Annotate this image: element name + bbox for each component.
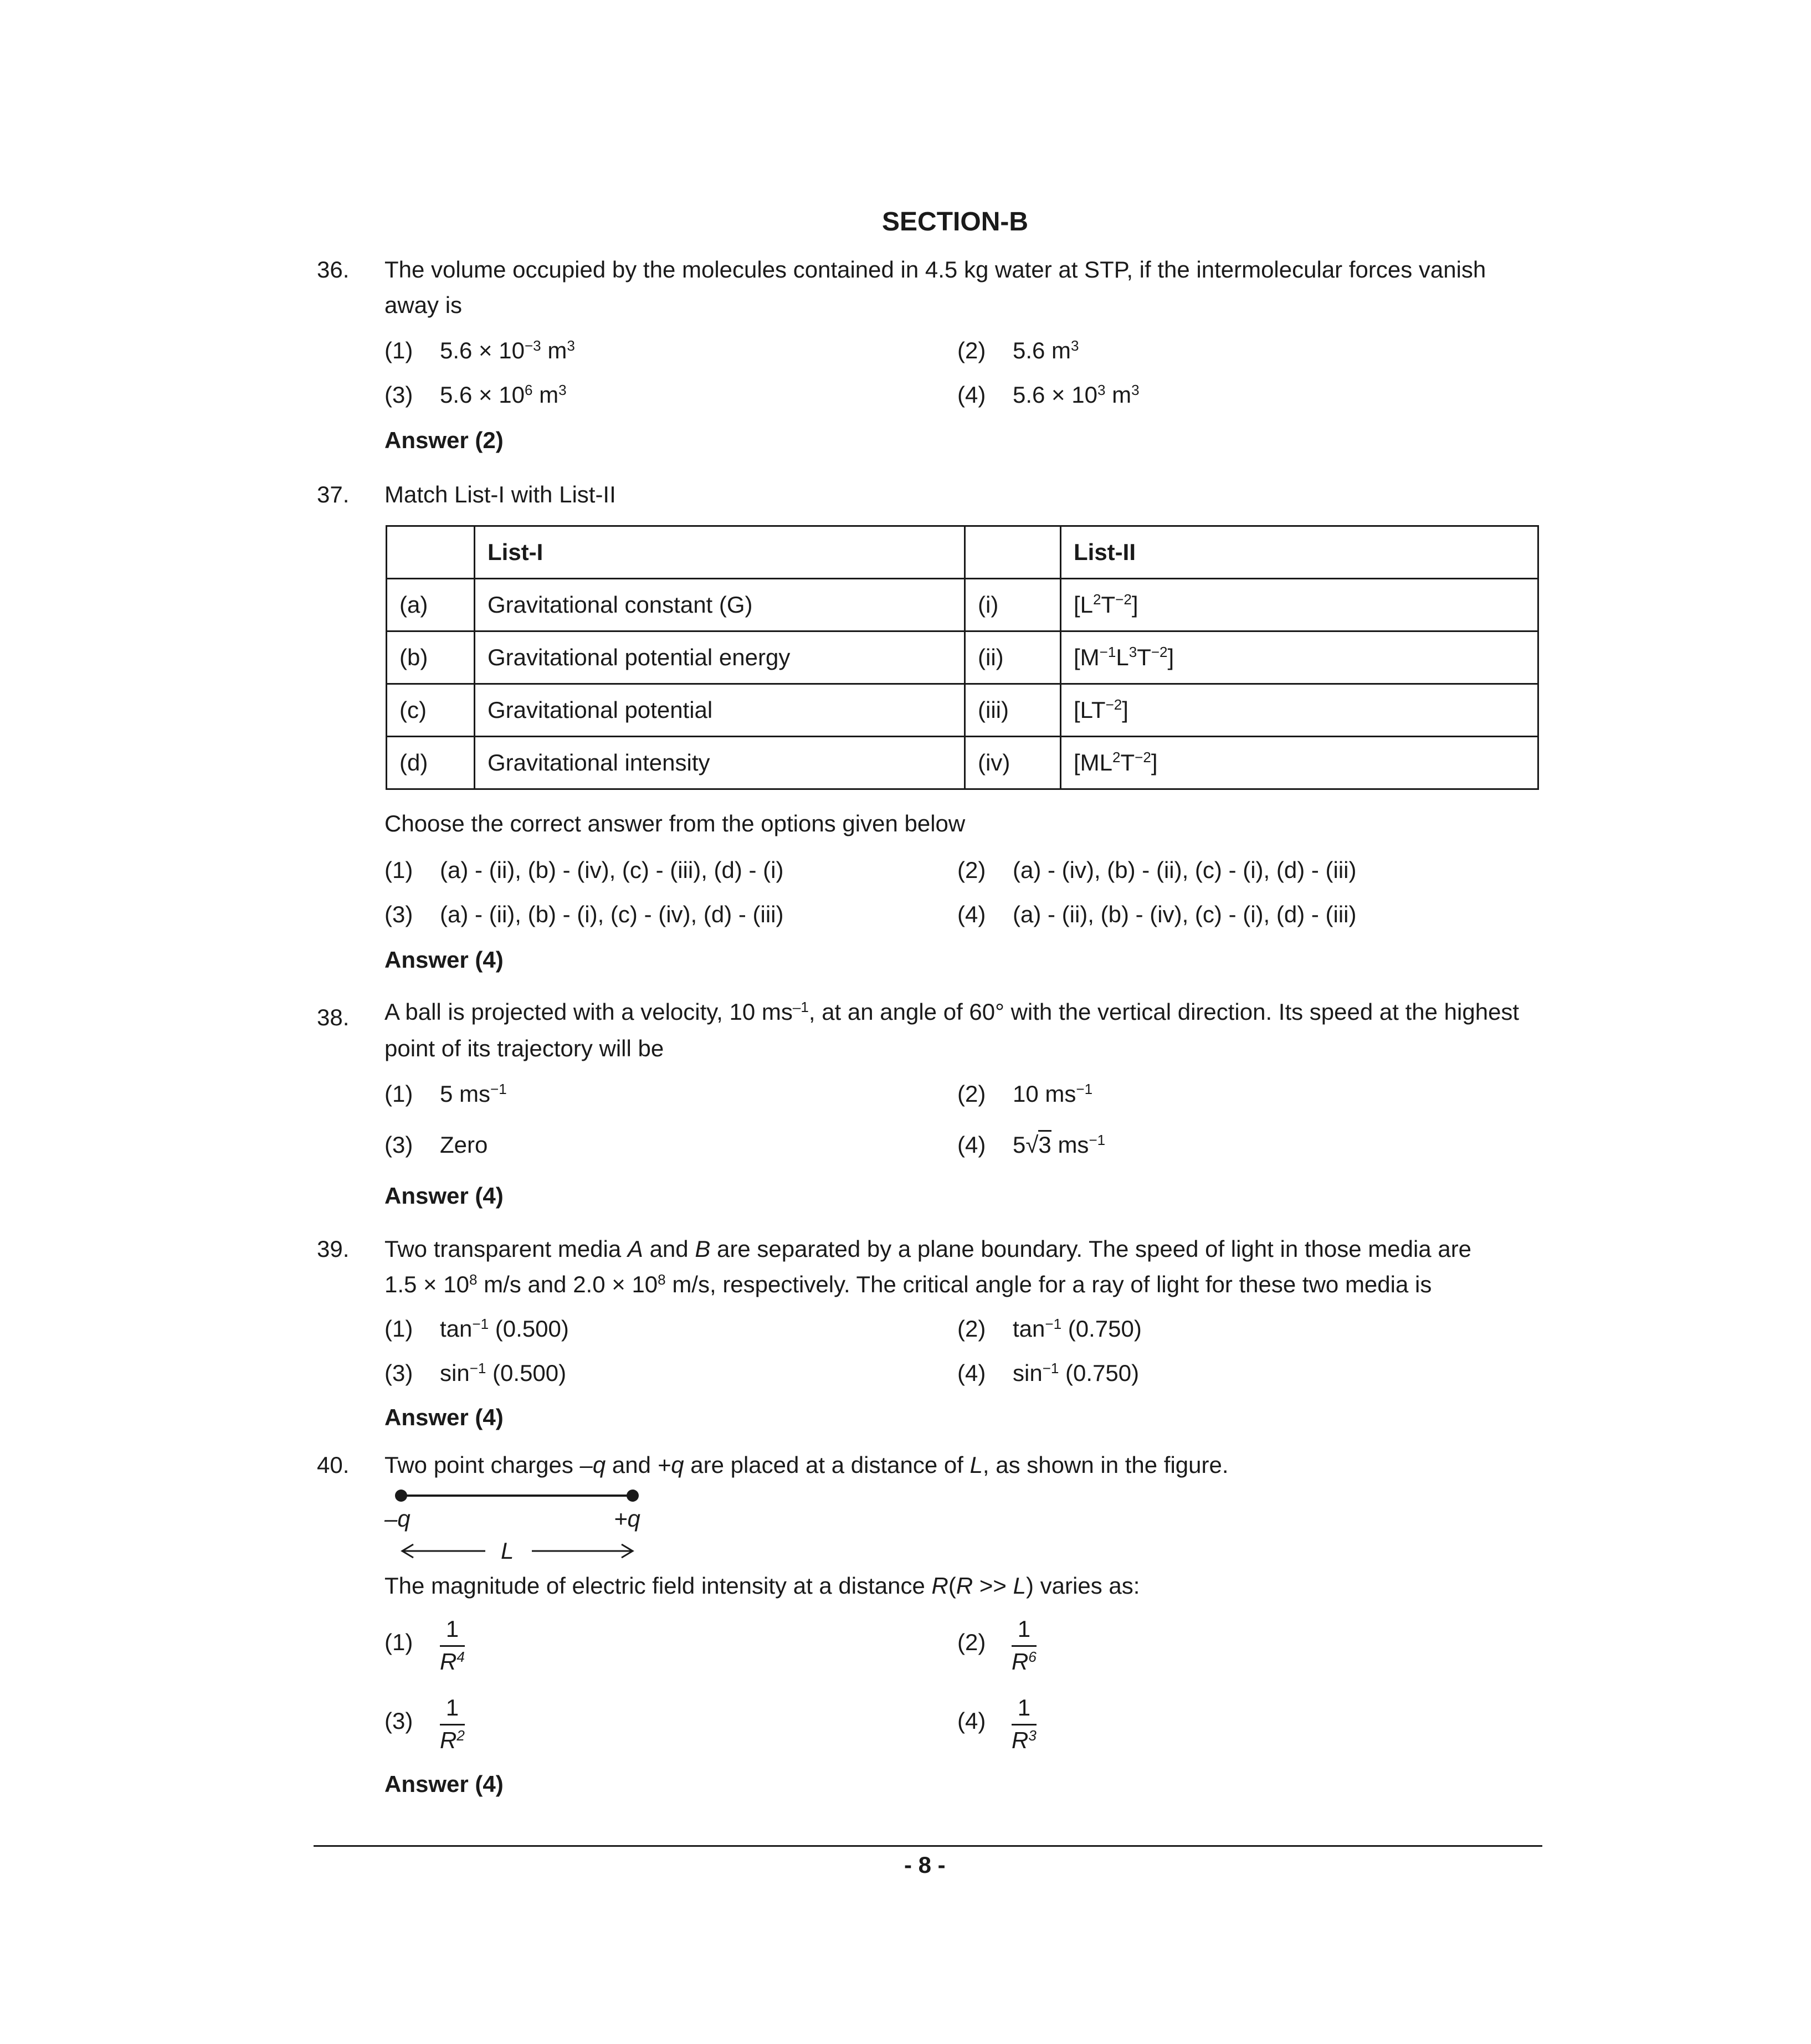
list-1-item: Gravitational constant (G) bbox=[475, 579, 965, 631]
option-number: (4) bbox=[957, 901, 986, 927]
option-exponent: −3 bbox=[524, 337, 541, 354]
option-unit: m bbox=[532, 382, 559, 408]
q38-option-2: (2) 10 $ms^{-1}$ bbox=[957, 1080, 1092, 1108]
option-text: (a) - (ii), (b) - (iv), (c) - (i), (d) - (iii) bbox=[1013, 901, 1357, 927]
q39-text-line1: Two transparent media A and B are separated by a plane boundary. The speed of light in those media are bbox=[384, 1236, 1472, 1262]
option-text: (a) - (iv), (b) - (ii), (c) - (i), (d) - (iii) bbox=[1013, 857, 1357, 883]
option-unit-exponent: 3 bbox=[1131, 381, 1140, 398]
option-value: 5.6 × 10 bbox=[1013, 382, 1097, 408]
q40-text-line2: The magnitude of electric field intensity at a distance R(R >> L) varies as: bbox=[384, 1573, 1140, 1599]
option-number: (3) bbox=[384, 1360, 413, 1386]
negative-charge-label: –q bbox=[384, 1506, 411, 1532]
q40-option-2-fraction: $\frac{1}{R^6}$ bbox=[1012, 1616, 1037, 1675]
option-exponent: 6 bbox=[524, 381, 533, 398]
option-unit-exponent: 3 bbox=[567, 337, 575, 354]
q38-text-line1: A ball is projected with a velocity, 10 $ms^{-1}$, at an angle of 60° with the vertical direction. Its speed at the highest bbox=[384, 998, 1520, 1025]
row-label: (d) bbox=[387, 737, 475, 789]
q40-option-3-fraction: $\frac{1}{R^2}$ bbox=[440, 1694, 465, 1754]
table-header-row bbox=[387, 526, 1538, 579]
option-exponent: 3 bbox=[1097, 381, 1106, 398]
option-number: (1) bbox=[384, 1316, 413, 1342]
option-number: (2) bbox=[957, 1316, 986, 1342]
option-unit: m bbox=[541, 337, 567, 363]
q39-answer: Answer (4) bbox=[384, 1404, 504, 1430]
q40-option-4-fraction: $\frac{1}{R^3}$ bbox=[1012, 1694, 1037, 1754]
table-row bbox=[387, 737, 1538, 789]
q36-option-4 bbox=[957, 381, 1140, 409]
row-label: (b) bbox=[387, 631, 475, 684]
q39-option-1: (1) $\tan^{-1} (0.500)$ bbox=[384, 1315, 569, 1343]
q39-text-line2: $1.5 \times 10^8$ m/s and $2.0 \times 10^8$ m/s, respectively. The critical angle for a ray of light for these two media is bbox=[384, 1271, 1432, 1297]
row-label: (iii) bbox=[965, 684, 1061, 737]
option-number: (1) bbox=[384, 337, 413, 363]
sqrt-icon: √ bbox=[1025, 1132, 1039, 1158]
row-label: (iv) bbox=[965, 737, 1061, 789]
q37-choose-text: Choose the correct answer from the options given below bbox=[384, 810, 966, 836]
distance-label: L bbox=[501, 1538, 514, 1564]
q36-option-2 bbox=[957, 337, 1079, 364]
option-unit-exponent: 3 bbox=[1071, 337, 1079, 354]
table-row bbox=[387, 579, 1538, 631]
option-value: 5.6 × 10 bbox=[440, 337, 525, 363]
option-number: (2) bbox=[957, 337, 986, 363]
q36-text-line1: The volume occupied by the molecules contained in 4.5 kg water at STP, if the intermolecular forces vanish bbox=[384, 256, 1486, 283]
q36-answer: Answer (2) bbox=[384, 427, 504, 453]
q40-text-line1: Two point charges –q and +q are placed at a distance of L, as shown in the figure. bbox=[384, 1452, 1229, 1478]
negative-charge-dot bbox=[395, 1490, 407, 1502]
q38-option-1: (1) 5 $ms^{-1}$ bbox=[384, 1080, 507, 1108]
q40-option-4-number: (4) bbox=[957, 1708, 986, 1734]
page-number: - 8 - bbox=[904, 1852, 946, 1878]
q39-option-3: (3) $\sin^{-1} (0.500)$ bbox=[384, 1359, 566, 1387]
q36-number: 36. bbox=[317, 256, 350, 283]
q38-option-3: (3) Zero bbox=[384, 1131, 488, 1159]
list-2-item: $[M^{-1}L^3T^{-2}]$ bbox=[1061, 631, 1538, 684]
option-number: (4) bbox=[957, 1360, 986, 1386]
option-number: (3) bbox=[384, 901, 413, 927]
option-number: (4) bbox=[957, 1132, 986, 1158]
row-label: (i) bbox=[965, 579, 1061, 631]
dipole-figure bbox=[377, 1482, 665, 1576]
row-label: (ii) bbox=[965, 631, 1061, 684]
q39-option-2: (2) $\tan^{-1} (0.750)$ bbox=[957, 1315, 1142, 1343]
q38-number: 38. bbox=[317, 1004, 350, 1030]
option-number: (3) bbox=[384, 1132, 413, 1158]
q37-option-3 bbox=[384, 901, 783, 928]
option-value: 5.6 m bbox=[1013, 337, 1071, 363]
q40-answer: Answer (4) bbox=[384, 1771, 504, 1797]
option-number: (1) bbox=[384, 1081, 413, 1107]
footer-divider bbox=[314, 1845, 1542, 1847]
table-cell bbox=[965, 526, 1061, 579]
q40-option-1-number: (1) bbox=[384, 1629, 413, 1655]
q36-option-1 bbox=[384, 337, 575, 364]
q39-number: 39. bbox=[317, 1236, 350, 1262]
list-2-item: $[ML^2T^{-2}]$ bbox=[1061, 737, 1538, 789]
option-text: (a) - (ii), (b) - (iv), (c) - (iii), (d) - (i) bbox=[440, 857, 784, 883]
q37-option-1 bbox=[384, 856, 783, 884]
section-title: SECTION-B bbox=[882, 207, 1028, 237]
positive-charge-dot bbox=[627, 1490, 639, 1502]
q36-option-3 bbox=[384, 381, 567, 409]
positive-charge-label: +q bbox=[614, 1506, 640, 1532]
q40-option-3-number: (3) bbox=[384, 1708, 413, 1734]
q37-answer: Answer (4) bbox=[384, 947, 504, 973]
option-number: (2) bbox=[957, 1081, 986, 1107]
list-2-header: List-II bbox=[1061, 526, 1538, 579]
q37-number: 37. bbox=[317, 481, 350, 507]
match-table bbox=[386, 525, 1539, 790]
q40-option-1-fraction: $\frac{1}{R^4}$ bbox=[440, 1616, 465, 1675]
option-number: (4) bbox=[957, 382, 986, 408]
list-1-item: Gravitational potential energy bbox=[475, 631, 965, 684]
q38-option-4: (4) 5√3 $ms^{-1}$ bbox=[957, 1131, 1105, 1159]
list-1-item: Gravitational intensity bbox=[475, 737, 965, 789]
list-2-item: $[L^2T^{-2}]$ bbox=[1061, 579, 1538, 631]
option-number: (3) bbox=[384, 382, 413, 408]
q38-answer: Answer (4) bbox=[384, 1183, 504, 1209]
row-label: (a) bbox=[387, 579, 475, 631]
option-number: (1) bbox=[384, 857, 413, 883]
option-unit-exponent: 3 bbox=[558, 381, 567, 398]
table-cell bbox=[387, 526, 475, 579]
q40-number: 40. bbox=[317, 1452, 350, 1478]
list-1-header: List-I bbox=[475, 526, 965, 579]
q39-option-4: (4) $\sin^{-1} (0.750)$ bbox=[957, 1359, 1139, 1387]
q36-text-line2: away is bbox=[384, 292, 463, 318]
list-1-item: Gravitational potential bbox=[475, 684, 965, 737]
option-unit: m bbox=[1105, 382, 1132, 408]
option-number: (2) bbox=[957, 857, 986, 883]
table-row bbox=[387, 631, 1538, 684]
q37-text: Match List-I with List-II bbox=[384, 481, 616, 507]
q37-option-2 bbox=[957, 856, 1356, 884]
table-row bbox=[387, 684, 1538, 737]
option-value: 5.6 × 10 bbox=[440, 382, 525, 408]
q40-option-2-number: (2) bbox=[957, 1629, 986, 1655]
list-2-item: $[LT^{-2}]$ bbox=[1061, 684, 1538, 737]
option-text: (a) - (ii), (b) - (i), (c) - (iv), (d) - (iii) bbox=[440, 901, 784, 927]
q38-text-line2: point of its trajectory will be bbox=[384, 1035, 664, 1061]
q37-option-4 bbox=[957, 901, 1356, 928]
row-label: (c) bbox=[387, 684, 475, 737]
